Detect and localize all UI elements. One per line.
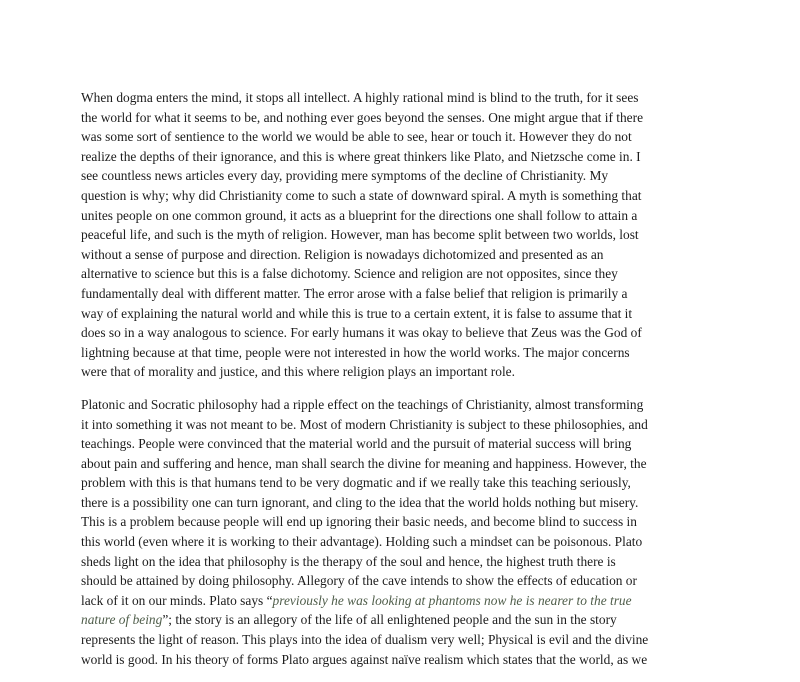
text-segment: should be attained by doing philosophy. Allegory of the cave intends to show the effects of education or xyxy=(81,573,637,589)
text-line xyxy=(81,108,721,128)
text-segment: question is why; why did Christianity come to such a state of downward spiral. A myth is something that xyxy=(81,187,642,203)
text-line xyxy=(81,650,721,670)
plato-quote-text: nature of being xyxy=(81,612,163,628)
text-segment: were that of morality and justice, and this where religion plays an important role. xyxy=(81,364,515,380)
text-line xyxy=(81,395,721,415)
text-line xyxy=(81,343,721,363)
text-segment: does so in a way analogous to science. For early humans it was okay to believe that Zeus was the God of xyxy=(81,325,642,341)
text-segment: see countless news articles every day, providing mere symptoms of the decline of Christianity. My xyxy=(81,168,609,184)
text-segment: fundamentally deal with different matter. The error arose with a false belief that religion is primarily a xyxy=(81,285,628,301)
plato-quote-text: previously he was looking at phantoms now he is nearer to the true xyxy=(272,592,632,608)
text-segment: alternative to science but this is a false dichotomy. Science and religion are not opposites, since they xyxy=(81,266,618,282)
text-segment: ”; the story is an allegory of the life of all enlightened people and the sun in the story xyxy=(162,612,617,628)
text-segment: about pain and suffering and hence, man shall search the divine for meaning and happiness. However, the xyxy=(81,455,647,471)
document-page xyxy=(81,88,721,682)
text-segment: sheds light on the idea that philosophy is the therapy of the soul and hence, the highest truth there is xyxy=(81,553,616,569)
text-line xyxy=(81,225,721,245)
text-segment: world is good. In his theory of forms Plato argues against naïve realism which states that the world, as we xyxy=(81,651,648,667)
text-line xyxy=(81,127,721,147)
text-line xyxy=(81,591,721,611)
text-line xyxy=(81,532,721,552)
text-line xyxy=(81,88,721,108)
text-line xyxy=(81,630,721,650)
text-segment: there is a possibility one can turn ignorant, and cling to the idea that the world holds nothing but misery. xyxy=(81,494,639,510)
text-segment: When dogma enters the mind, it stops all intellect. A highly rational mind is blind to the truth, for it sees xyxy=(81,90,639,105)
text-segment: lack of it on our minds. Plato says “ xyxy=(81,592,273,608)
text-segment: peaceful life, and such is the myth of religion. However, man has become split between two worlds, lost xyxy=(81,227,639,243)
text-line xyxy=(81,206,721,226)
text-segment: lightning because at that time, people were not interested in how the world works. The major concerns xyxy=(81,344,630,360)
text-line xyxy=(81,284,721,304)
text-segment: unites people on one common ground, it acts as a blueprint for the directions one shall follow to attain a xyxy=(81,207,638,223)
text-segment: without a sense of purpose and direction. Religion is nowadays dichotomized and presented as an xyxy=(81,246,604,262)
text-line xyxy=(81,571,721,591)
essay-paragraph xyxy=(81,88,721,382)
text-segment: was some sort of sentience to the world we would be able to see, hear or touch it. However they do not xyxy=(81,129,632,145)
text-segment: represents the light of reason. This plays into the idea of dualism very well; Physical is evil and the divine xyxy=(81,632,649,648)
text-segment: way of explaining the natural world and while this is true to a certain extent, it is false to assume that it xyxy=(81,305,633,321)
text-segment: teachings. People were convinced that the material world and the pursuit of material success will bring xyxy=(81,436,632,452)
text-segment: Platonic and Socratic philosophy had a ripple effect on the teachings of Christianity, almost transforming xyxy=(81,396,644,412)
text-segment: the world for what it seems to be, and nothing ever goes beyond the senses. One might argue that if there xyxy=(81,109,644,125)
text-segment: This is a problem because people will end up ignoring their basic needs, and become blind to success in xyxy=(81,514,637,530)
text-line xyxy=(81,304,721,324)
text-line xyxy=(81,454,721,474)
text-line xyxy=(81,147,721,167)
text-line xyxy=(81,493,721,513)
text-segment: realize the depths of their ignorance, and this is where great thinkers like Plato, and Nietzsche come in. I xyxy=(81,148,641,164)
text-line xyxy=(81,186,721,206)
text-line xyxy=(81,512,721,532)
essay-paragraph xyxy=(81,395,721,669)
text-line xyxy=(81,362,721,382)
text-line xyxy=(81,166,721,186)
text-segment: problem with this is that humans tend to be very dogmatic and if we really take this teaching seriously, xyxy=(81,475,631,491)
text-line xyxy=(81,434,721,454)
text-segment: it into something it was not meant to be. Most of modern Christianity is subject to these philosophies, and xyxy=(81,416,648,432)
text-line xyxy=(81,415,721,435)
text-segment: this world (even where it is working to their advantage). Holding such a mindset can be poisonous. Plato xyxy=(81,534,643,550)
text-line xyxy=(81,264,721,284)
text-line xyxy=(81,552,721,572)
text-line xyxy=(81,473,721,493)
text-line xyxy=(81,323,721,343)
text-line xyxy=(81,245,721,265)
text-line xyxy=(81,610,721,630)
